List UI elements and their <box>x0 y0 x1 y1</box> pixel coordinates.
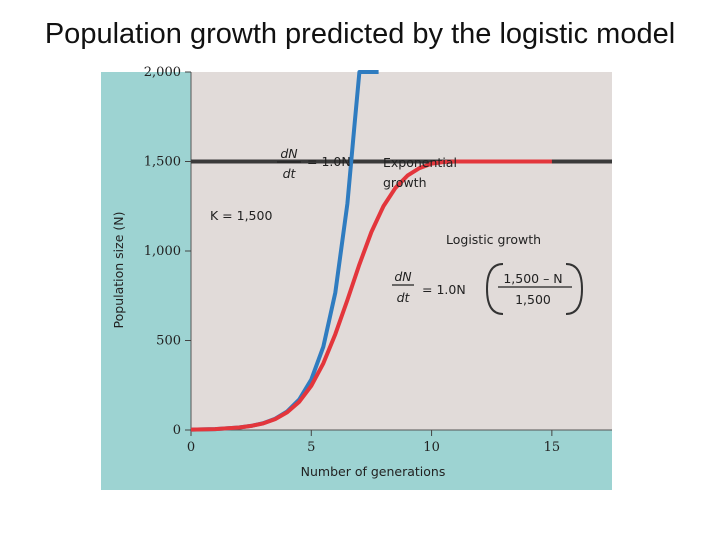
y-tick-label: 2,000 <box>143 65 181 80</box>
exp-equation-denominator: dt <box>282 166 296 181</box>
exp-label-line2: growth <box>383 175 427 190</box>
y-tick-label: 1,000 <box>143 244 181 259</box>
x-tick-label: 5 <box>307 440 316 455</box>
slide-title: Population growth predicted by the logistic model <box>44 18 676 50</box>
y-axis-label: Population size (N) <box>111 211 126 329</box>
logistic-label: Logistic growth <box>446 232 542 247</box>
x-tick-label: 10 <box>423 440 440 455</box>
y-tick-label: 0 <box>172 423 181 438</box>
y-tick-label: 1,500 <box>143 154 181 170</box>
carrying-capacity-label: K = 1,500 <box>210 208 273 223</box>
exp-equation-rhs: = 1.0N <box>307 154 351 169</box>
x-tick-label: 0 <box>186 440 196 455</box>
log-fraction-denominator: 1,500 <box>515 292 551 307</box>
plot-area <box>191 72 612 430</box>
x-tick-label: 15 <box>543 440 561 455</box>
log-equation-numerator: dN <box>394 269 412 284</box>
exp-label-line1: Exponential <box>383 155 457 170</box>
log-fraction-numerator: 1,500 – N <box>503 271 563 286</box>
x-axis-label: Number of generations <box>300 464 446 479</box>
exp-equation-numerator: dN <box>280 146 298 161</box>
log-equation-rhs: = 1.0N <box>422 282 466 297</box>
y-tick-label: 500 <box>156 333 181 349</box>
log-equation-denominator: dt <box>396 290 410 305</box>
